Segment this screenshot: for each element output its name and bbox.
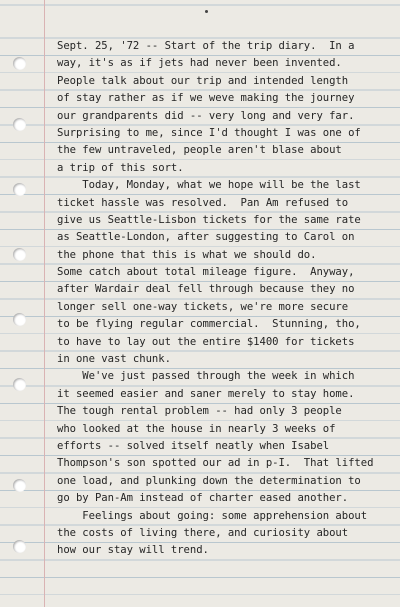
binder-hole [13,183,26,196]
diary-line: go by Pan-Am instead of charter eased another. [57,492,349,505]
diary-line: efforts -- solved itself neatly when Isabel [57,439,330,452]
diary-line: how our stay will trend. [57,544,209,557]
diary-line: Today, Monday, what we hope will be the last [57,179,361,192]
diary-line: as Seattle-London, after suggesting to Carol on [57,231,355,244]
diary-line: ticket hassle was resolved. Pan Am refused to [57,196,349,209]
diary-line: to be flying regular commercial. Stunning, tho, [57,318,361,331]
diary-line: People talk about our trip and intended length [57,74,349,87]
binder-hole [13,248,26,261]
diary-line: way, it's as if jets had never been invented. [57,57,342,70]
ink-spot [205,10,208,13]
diary-line: Feelings about going: some apprehension about [57,509,368,522]
diary-line: who looked at the house in nearly 3 weeks of [57,422,336,435]
diary-line: our grandparents did -- very long and very far. [57,109,355,122]
binder-hole [13,313,26,326]
diary-line: the few untraveled, people aren't blase about [57,144,342,157]
diary-line: it seemed easier and saner merely to stay home. [57,387,355,400]
margin-rule [44,0,45,607]
binder-hole [13,118,26,131]
diary-line: Surprising to me, since I'd thought I was one of [57,126,361,139]
diary-line: Some catch about total mileage figure. Anyway, [57,266,355,279]
binder-hole [13,378,26,391]
diary-line: the phone that this is what we should do. [57,248,317,261]
diary-line: to have to lay out the entire $1400 for tickets [57,335,355,348]
diary-line: the costs of living there, and curiosity about [57,526,349,539]
diary-line: give us Seattle-Lisbon tickets for the same rate [57,213,361,226]
diary-line: We've just passed through the week in which [57,370,355,383]
diary-line: Sept. 25, '72 -- Start of the trip diary. In a [57,40,355,52]
diary-line: Thompson's son spotted our ad in p-I. That lifted [57,457,374,470]
diary-line: a trip of this sort. [57,161,184,174]
diary-line: longer sell one-way tickets, we're more secure [57,300,349,313]
diary-entry [57,38,392,560]
diary-line: one load, and plunking down the determination to [57,474,361,487]
diary-line: The tough rental problem -- had only 3 people [57,405,342,418]
diary-line: after Wardair deal fell through because they no [57,283,355,296]
binder-hole [13,479,26,492]
binder-hole [13,57,26,70]
diary-line: of stay rather as if we weve making the journey [57,92,355,105]
binder-hole [13,540,26,553]
diary-line: in one vast chunk. [57,353,171,366]
